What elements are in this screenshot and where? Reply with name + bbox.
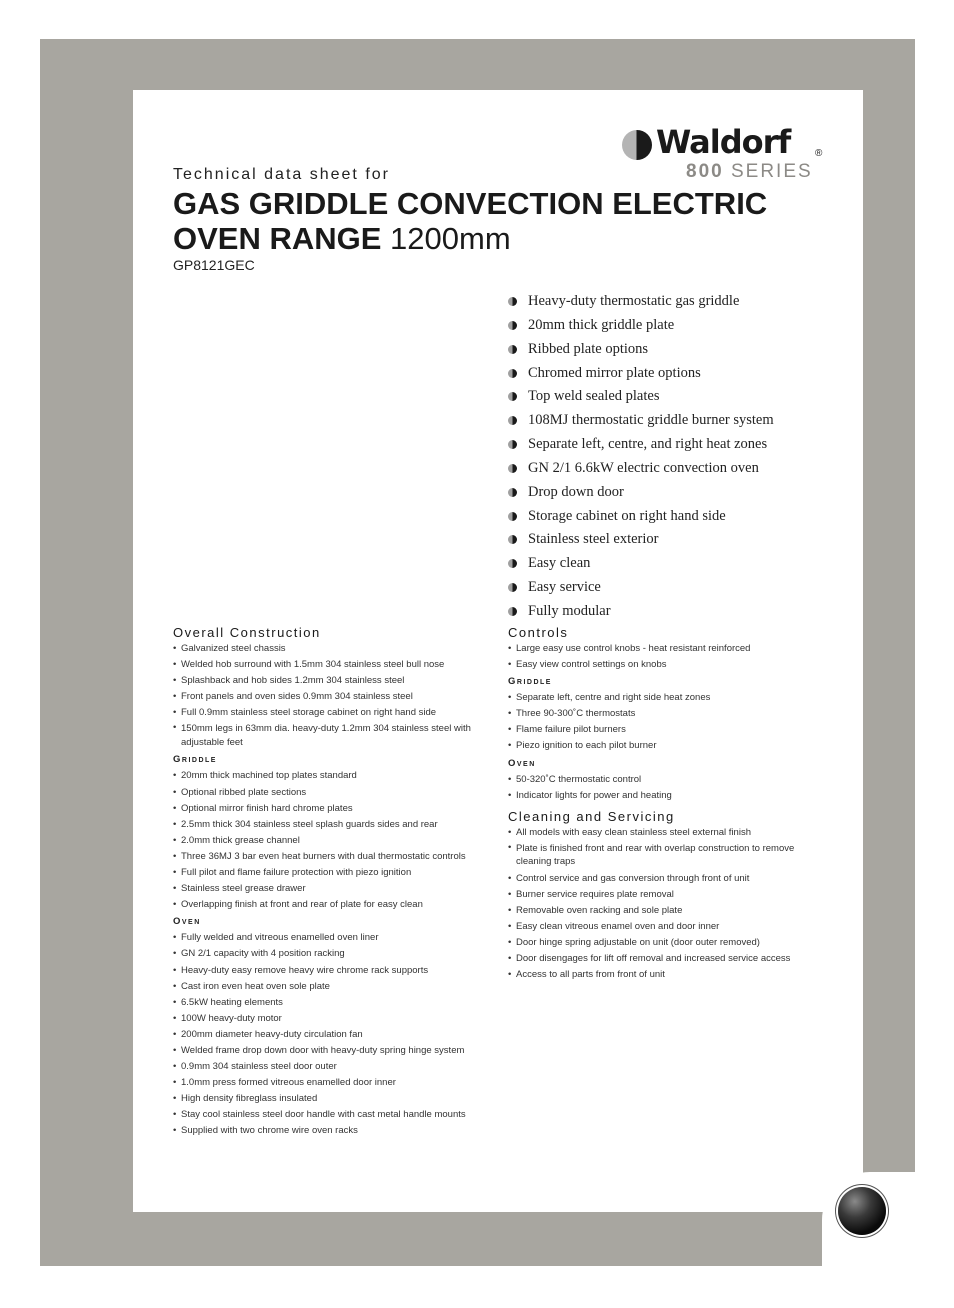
controls-griddle-list bbox=[508, 690, 828, 754]
list-item: • Full 0.9mm stainless steel storage cabinet on right hand side bbox=[173, 705, 493, 721]
bullet-ball-icon bbox=[508, 345, 517, 354]
griddle-subheading: Griddle bbox=[173, 754, 217, 766]
feature-item bbox=[508, 362, 774, 386]
feature-item bbox=[508, 505, 774, 529]
list-item: • Welded hob surround with 1.5mm 304 stainless steel bull nose bbox=[173, 657, 493, 673]
feature-text: Top weld sealed plates bbox=[528, 388, 660, 405]
bullet-ball-icon bbox=[508, 583, 517, 592]
title-size: 1200mm bbox=[381, 221, 511, 256]
overall-construction-heading: Overall Construction bbox=[173, 625, 321, 640]
list-item: • Separate left, centre and right side heat zones bbox=[508, 690, 828, 706]
feature-item bbox=[508, 314, 774, 338]
registered-mark: ® bbox=[815, 148, 823, 159]
feature-text: Easy service bbox=[528, 579, 601, 596]
bullet-ball-icon bbox=[508, 440, 517, 449]
list-item: • Welded frame drop down door with heavy-duty spring hinge system bbox=[173, 1043, 493, 1059]
list-item: • Control service and gas conversion through front of unit bbox=[508, 871, 828, 887]
title-line-2: OVEN RANGE bbox=[173, 221, 382, 256]
title-line-1: GAS GRIDDLE CONVECTION ELECTRIC bbox=[173, 186, 768, 221]
controls-griddle-subheading: Griddle bbox=[508, 676, 552, 688]
bullet-ball-icon bbox=[508, 464, 517, 473]
list-item: • Easy view control settings on knobs bbox=[508, 657, 828, 673]
cleaning-list bbox=[508, 825, 828, 984]
oven-list bbox=[173, 930, 493, 1139]
list-item: • Burner service requires plate removal bbox=[508, 887, 828, 903]
bullet-ball-icon bbox=[508, 535, 517, 544]
list-item: • High density fibreglass insulated bbox=[173, 1091, 493, 1107]
list-item: • Removable oven racking and sole plate bbox=[508, 903, 828, 919]
bullet-ball-icon bbox=[508, 321, 517, 330]
feature-item bbox=[508, 433, 774, 457]
list-item: • Large easy use control knobs - heat resistant reinforced bbox=[508, 641, 828, 657]
controls-list bbox=[508, 641, 828, 673]
model-number: GP8121GEC bbox=[173, 257, 255, 273]
oven-subheading: Oven bbox=[173, 916, 201, 928]
controls-oven-list bbox=[508, 772, 828, 804]
feature-text: GN 2/1 6.6kW electric convection oven bbox=[528, 459, 759, 476]
corner-ball-icon bbox=[838, 1187, 886, 1235]
list-item: • Three 36MJ 3 bar even heat burners with dual thermostatic controls bbox=[173, 849, 493, 865]
pre-title: Technical data sheet for bbox=[173, 166, 390, 183]
series-word: SERIES bbox=[730, 161, 813, 182]
list-item: • Optional ribbed plate sections bbox=[173, 785, 493, 801]
page-title bbox=[173, 186, 813, 256]
list-item: • GN 2/1 capacity with 4 position racking bbox=[173, 946, 493, 962]
logo-ball-icon bbox=[622, 130, 652, 160]
feature-item bbox=[508, 457, 774, 481]
list-item: • Easy clean vitreous enamel oven and door inner bbox=[508, 919, 828, 935]
feature-item bbox=[508, 481, 774, 505]
brand-name: Waldorf bbox=[656, 123, 791, 161]
feature-text: 20mm thick griddle plate bbox=[528, 316, 675, 333]
list-item: • 100W heavy-duty motor bbox=[173, 1011, 493, 1027]
list-item: • 200mm diameter heavy-duty circulation fan bbox=[173, 1027, 493, 1043]
feature-text: Ribbed plate options bbox=[528, 340, 649, 357]
controls-oven-subheading: Oven bbox=[508, 757, 536, 769]
list-item: • 0.9mm 304 stainless steel door outer bbox=[173, 1059, 493, 1075]
bullet-ball-icon bbox=[508, 488, 517, 497]
feature-text: Chromed mirror plate options bbox=[528, 364, 701, 381]
list-item: • 2.5mm thick 304 stainless steel splash guards sides and rear bbox=[173, 817, 493, 833]
bullet-ball-icon bbox=[508, 392, 517, 401]
feature-text: Fully modular bbox=[528, 602, 611, 619]
overall-construction-column bbox=[173, 624, 493, 1140]
brand-series bbox=[686, 161, 813, 183]
list-item: • Overlapping finish at front and rear of plate for easy clean bbox=[173, 897, 493, 913]
feature-text: Drop down door bbox=[528, 483, 624, 500]
list-item: • Supplied with two chrome wire oven racks bbox=[173, 1123, 493, 1139]
list-item: • Flame failure pilot burners bbox=[508, 722, 828, 738]
feature-item bbox=[508, 576, 774, 600]
list-item: • Plate is finished front and rear with overlap construction to remove cleaning traps bbox=[508, 841, 828, 871]
list-item: • 1.0mm press formed vitreous enamelled door inner bbox=[173, 1075, 493, 1091]
feature-item bbox=[508, 528, 774, 552]
list-item: • Three 90-300˚C thermostats bbox=[508, 706, 828, 722]
list-item: • Heavy-duty easy remove heavy wire chrome rack supports bbox=[173, 963, 493, 979]
feature-text: Storage cabinet on right hand side bbox=[528, 507, 726, 524]
controls-column bbox=[508, 624, 828, 984]
list-item: • 20mm thick machined top plates standard bbox=[173, 768, 493, 784]
feature-text: Stainless steel exterior bbox=[528, 531, 659, 548]
feature-list bbox=[508, 290, 774, 624]
list-item: • Fully welded and vitreous enamelled oven liner bbox=[173, 930, 493, 946]
bullet-ball-icon bbox=[508, 607, 517, 616]
overall-construction-list bbox=[173, 641, 493, 751]
feature-text: Easy clean bbox=[528, 555, 591, 572]
list-item: • Front panels and oven sides 0.9mm 304 stainless steel bbox=[173, 689, 493, 705]
series-number: 800 bbox=[686, 161, 724, 182]
list-item: • Galvanized steel chassis bbox=[173, 641, 493, 657]
list-item: • Splashback and hob sides 1.2mm 304 stainless steel bbox=[173, 673, 493, 689]
list-item: • 6.5kW heating elements bbox=[173, 995, 493, 1011]
list-item: • 2.0mm thick grease channel bbox=[173, 833, 493, 849]
feature-item bbox=[508, 552, 774, 576]
list-item: • Door disengages for lift off removal and increased service access bbox=[508, 951, 828, 967]
list-item: • Full pilot and flame failure protection with piezo ignition bbox=[173, 865, 493, 881]
feature-item bbox=[508, 290, 774, 314]
feature-item bbox=[508, 409, 774, 433]
controls-heading: Controls bbox=[508, 625, 569, 640]
list-item: • 150mm legs in 63mm dia. heavy-duty 1.2mm 304 stainless steel with adjustable feet bbox=[173, 721, 493, 751]
feature-text: 108MJ thermostatic griddle burner system bbox=[528, 412, 774, 429]
brand-logo bbox=[620, 123, 830, 187]
cleaning-heading: Cleaning and Servicing bbox=[508, 808, 675, 824]
list-item: • Stainless steel grease drawer bbox=[173, 881, 493, 897]
list-item: • Stay cool stainless steel door handle with cast metal handle mounts bbox=[173, 1107, 493, 1123]
feature-item bbox=[508, 600, 774, 624]
list-item: • Access to all parts from front of unit bbox=[508, 967, 828, 983]
bullet-ball-icon bbox=[508, 369, 517, 378]
list-item: • Door hinge spring adjustable on unit (door outer removed) bbox=[508, 935, 828, 951]
list-item: • All models with easy clean stainless steel external finish bbox=[508, 825, 828, 841]
bullet-ball-icon bbox=[508, 416, 517, 425]
griddle-list bbox=[173, 768, 493, 913]
feature-text: Heavy-duty thermostatic gas griddle bbox=[528, 293, 740, 309]
list-item: • Optional mirror finish hard chrome plates bbox=[173, 801, 493, 817]
list-item: • Indicator lights for power and heating bbox=[508, 788, 828, 804]
feature-text: Separate left, centre, and right heat zones bbox=[528, 436, 768, 453]
bullet-ball-icon bbox=[508, 512, 517, 521]
bullet-ball-icon bbox=[508, 559, 517, 568]
bullet-ball-icon bbox=[508, 297, 517, 306]
feature-item bbox=[508, 338, 774, 362]
list-item: • Piezo ignition to each pilot burner bbox=[508, 738, 828, 754]
list-item: • 50-320˚C thermostatic control bbox=[508, 772, 828, 788]
list-item: • Cast iron even heat oven sole plate bbox=[173, 979, 493, 995]
feature-item bbox=[508, 385, 774, 409]
